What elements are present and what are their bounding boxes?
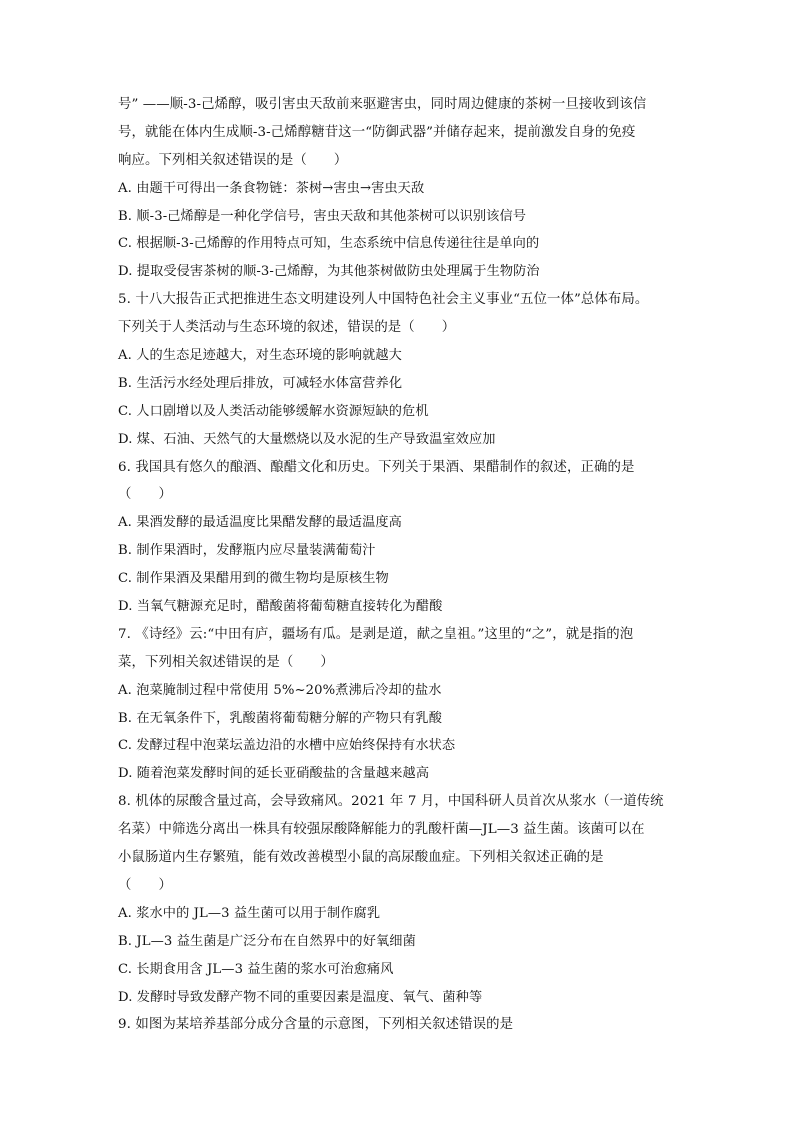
q5-option-d: D. 煤、石油、天然气的大量燃烧以及水泥的生产导致温室效应加 xyxy=(118,431,496,447)
q4-option-b: B. 顺-3-己烯醇是一种化学信号，害虫天敌和其他茶树可以识别该信号 xyxy=(118,208,527,224)
q8-option-c: C. 长期食用含 JL—3 益生菌的浆水可治愈痛风 xyxy=(118,961,394,977)
q8-stem-line-4: （ ） xyxy=(118,877,172,893)
text-line-2: 号，就能在体内生成顺-3-己烯醇糖苷这一“防御武器”并储存起来，提前激发自身的免疫 xyxy=(118,124,636,140)
q7-stem-line-1: 7. 《诗经》云:“中田有庐，疆场有瓜。是剥是道，献之皇祖。”这里的“之”，就是指的泡 xyxy=(118,626,634,642)
q8-stem-line-3: 小鼠肠道内生存繁殖，能有效改善模型小鼠的高尿酸血症。下列相关叙述正确的是 xyxy=(118,850,604,866)
text-line-1: 号” ——顺-3-己烯醇，吸引害虫天敌前来驱避害虫，同时周边健康的茶树一旦接收到该信 xyxy=(118,97,647,112)
q6-option-b: B. 制作果酒时，发酵瓶内应尽量装满葡萄汁 xyxy=(118,543,376,559)
q9-stem-line-1: 9. 如图为某培养基部分成分含量的示意图，下列相关叙述错误的是 xyxy=(118,1017,514,1033)
q4-option-a: A. 由题干可得出一条食物链：茶树→害虫→害虫天敌 xyxy=(118,180,425,196)
page-text xyxy=(118,91,678,1039)
q5-option-b: B. 生活污水经处理后排放，可减轻水体富营养化 xyxy=(118,375,403,391)
text-line-3: 响应。下列相关叙述错误的是（ ） xyxy=(118,152,348,168)
q6-option-d: D. 当氧气糖源充足时，醋酸菌将葡萄糖直接转化为醋酸 xyxy=(118,599,443,615)
q5-stem-line-1: 5. 十八大报告正式把推进生态文明建设列人中国特色社会主义事业“五位一体”总体布局。 xyxy=(118,292,649,308)
q8-option-d: D. 发酵时导致发酵产物不同的重要因素是温度、氧气、菌种等 xyxy=(118,989,483,1005)
q4-option-d: D. 提取受侵害茶树的顺-3-己烯醇，为其他茶树做防虫处理属于生物防治 xyxy=(118,264,540,280)
q7-option-b: B. 在无氧条件下，乳酸菌将葡萄糖分解的产物只有乳酸 xyxy=(118,710,442,726)
q5-stem-line-2: 下列关于人类活动与生态环境的叙述，错误的是（ ） xyxy=(118,320,456,336)
q6-option-c: C. 制作果酒及果醋用到的微生物均是原核生物 xyxy=(118,571,389,587)
q6-stem-line-2: （ ） xyxy=(118,487,172,503)
q7-option-d: D. 随着泡菜发酵时间的延长亚硝酸盐的含量越来越高 xyxy=(118,766,430,782)
q6-option-a: A. 果酒发酵的最适温度比果醋发酵的最适温度高 xyxy=(118,515,402,531)
q8-stem-line-2: 名菜）中筛选分离出一株具有较强尿酸降解能力的乳酸杆菌—JL—3 益生菌。该菌可以在 xyxy=(118,822,645,838)
q8-option-b: B. JL—3 益生菌是广泛分布在自然界中的好氧细菌 xyxy=(118,933,416,949)
q7-option-c: C. 发酵过程中泡菜坛盖边沿的水槽中应始终保持有水状态 xyxy=(118,738,456,754)
q4-option-c: C. 根据顺-3-己烯醇的作用特点可知，生态系统中信息传递往往是单向的 xyxy=(118,236,540,252)
q8-option-a: A. 浆水中的 JL—3 益生菌可以用于制作腐乳 xyxy=(118,905,381,921)
q6-stem-line-1: 6. 我国具有悠久的酿酒、酿醋文化和历史。下列关于果酒、果醋制作的叙述，正确的是 xyxy=(118,459,635,475)
q5-option-c: C. 人口剧增以及人类活动能够缓解水资源短缺的危机 xyxy=(118,403,429,419)
q7-stem-line-2: 菜，下列相关叙述错误的是（ ） xyxy=(118,654,334,670)
q5-option-a: A. 人的生态足迹越大，对生态环境的影响就越大 xyxy=(118,348,402,364)
q7-option-a: A. 泡菜腌制过程中常使用 5%~20%煮沸后冷却的盐水 xyxy=(118,682,442,698)
q8-stem-line-1: 8. 机体的尿酸含量过高，会导致痛风。2021 年 7 月，中国科研人员首次从浆水（一道传统 xyxy=(118,794,664,810)
